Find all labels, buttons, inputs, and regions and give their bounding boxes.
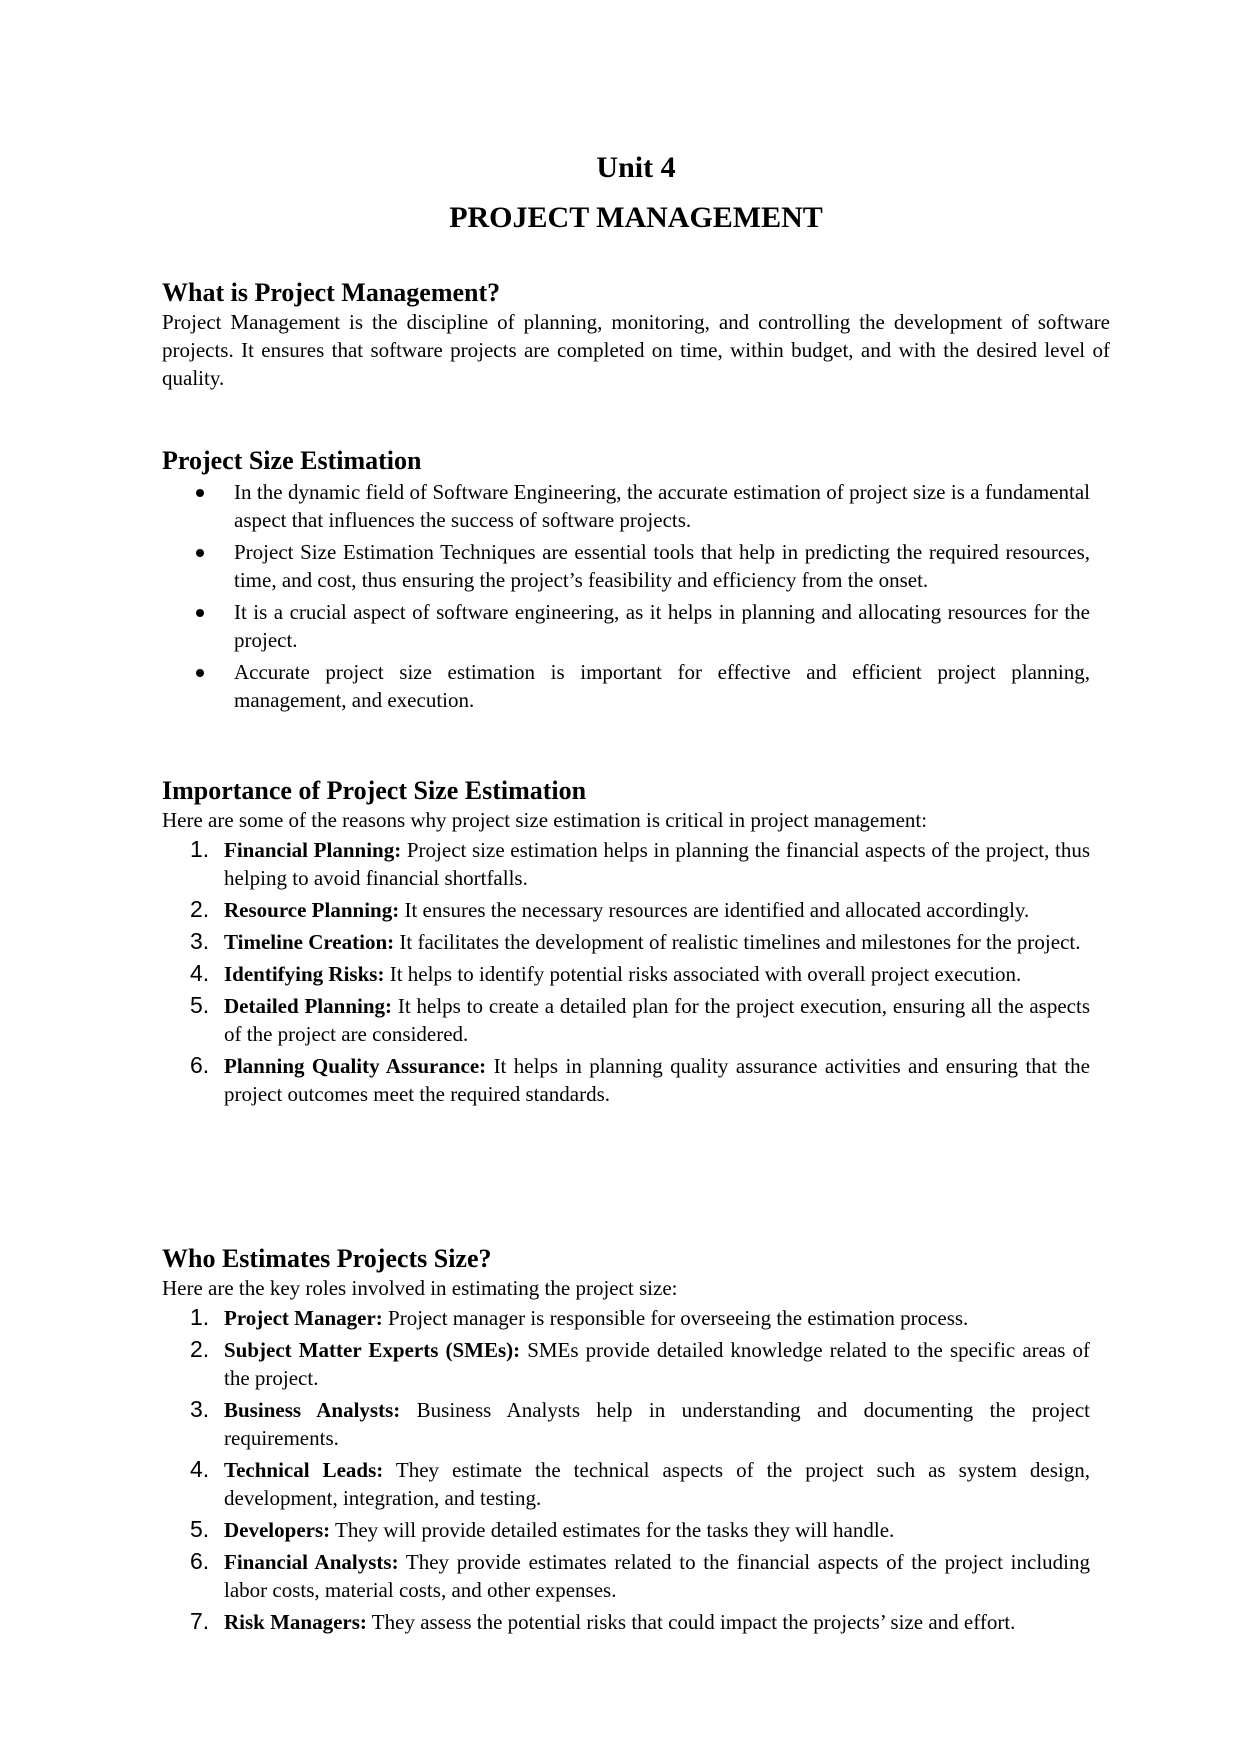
- bullet-icon: [196, 549, 204, 557]
- list-item: Project Size Estimation Techniques are essential tools that help in predicting the required resources, time, and cost, thus ensuring the project’s feasibility and efficiency from the onset.: [234, 538, 1110, 594]
- list-item: 2. Resource Planning: It ensures the necessary resources are identified and allocated accordingly.: [190, 896, 1030, 922]
- section-intro: Here are some of the reasons why project size estimation is critical in project management:: [162, 808, 928, 832]
- list-item: Accurate project size estimation is important for effective and efficient project planning, management, and execution.: [234, 658, 1110, 714]
- numbered-list: [162, 1304, 1110, 1636]
- list-item: 5. Developers: They will provide detailed estimates for the tasks they will handle.: [190, 1516, 895, 1542]
- list-item: 1. Project Manager: Project manager is responsible for overseeing the estimation process.: [190, 1304, 969, 1330]
- bullet-list: [162, 478, 1110, 714]
- list-item: 5. Detailed Planning: It helps to create a detailed plan for the project execution, ensuring all the aspects of the project are considered.: [190, 992, 1090, 1046]
- section-heading: What is Project Management?: [162, 278, 501, 307]
- section-heading: Who Estimates Projects Size?: [162, 1244, 492, 1273]
- list-item: 7. Risk Managers: They assess the potential risks that could impact the projects’ size and effort.: [190, 1608, 1016, 1634]
- document-title: PROJECT MANAGEMENT: [449, 201, 823, 234]
- section-who-estimates: [162, 1244, 1110, 1640]
- list-item: 6. Financial Analysts: They provide estimates related to the financial aspects of the project including labor costs, material costs, and other expenses.: [190, 1548, 1090, 1602]
- section-what-is-project-management: [162, 278, 1110, 392]
- bullet-icon: [196, 489, 204, 497]
- bullet-icon: [196, 669, 204, 677]
- list-item: 3. Timeline Creation: It facilitates the development of realistic timelines and milestones for the project.: [190, 928, 1081, 954]
- list-item: 1. Financial Planning: Project size estimation helps in planning the financial aspects of the project, thus helping to avoid financial shortfalls.: [190, 836, 1090, 890]
- list-item: 4. Identifying Risks: It helps to identify potential risks associated with overall project execution.: [190, 960, 1022, 986]
- section-project-size-estimation: [162, 446, 1110, 718]
- list-item: 4. Technical Leads: They estimate the technical aspects of the project such as system design, development, integration, and testing.: [190, 1456, 1090, 1510]
- list-item: 2. Subject Matter Experts (SMEs): SMEs provide detailed knowledge related to the specific areas of the project.: [190, 1336, 1091, 1390]
- list-item: 3. Business Analysts: Business Analysts help in understanding and documenting the project requirements.: [190, 1396, 1090, 1450]
- section-paragraph: Project Management is the discipline of planning, monitoring, and controlling the development of software projects. It ensures that software projects are completed on time, within budget, and with the desired level of quality.: [162, 310, 1110, 390]
- section-heading: Importance of Project Size Estimation: [162, 776, 587, 805]
- numbered-list: [162, 836, 1110, 1108]
- list-item: It is a crucial aspect of software engineering, as it helps in planning and allocating resources for the project.: [234, 598, 1110, 654]
- bullet-icon: [196, 609, 204, 617]
- section-heading: Project Size Estimation: [162, 446, 422, 475]
- unit-heading: Unit 4: [596, 151, 676, 184]
- list-item: 6. Planning Quality Assurance: It helps in planning quality assurance activities and ensuring that the project outcomes meet the required standards.: [190, 1052, 1090, 1106]
- list-item: In the dynamic field of Software Engineering, the accurate estimation of project size is a fundamental aspect that influences the success of software projects.: [234, 478, 1110, 534]
- section-intro: Here are the key roles involved in estimating the project size:: [162, 1276, 678, 1300]
- section-importance: [162, 776, 1110, 1112]
